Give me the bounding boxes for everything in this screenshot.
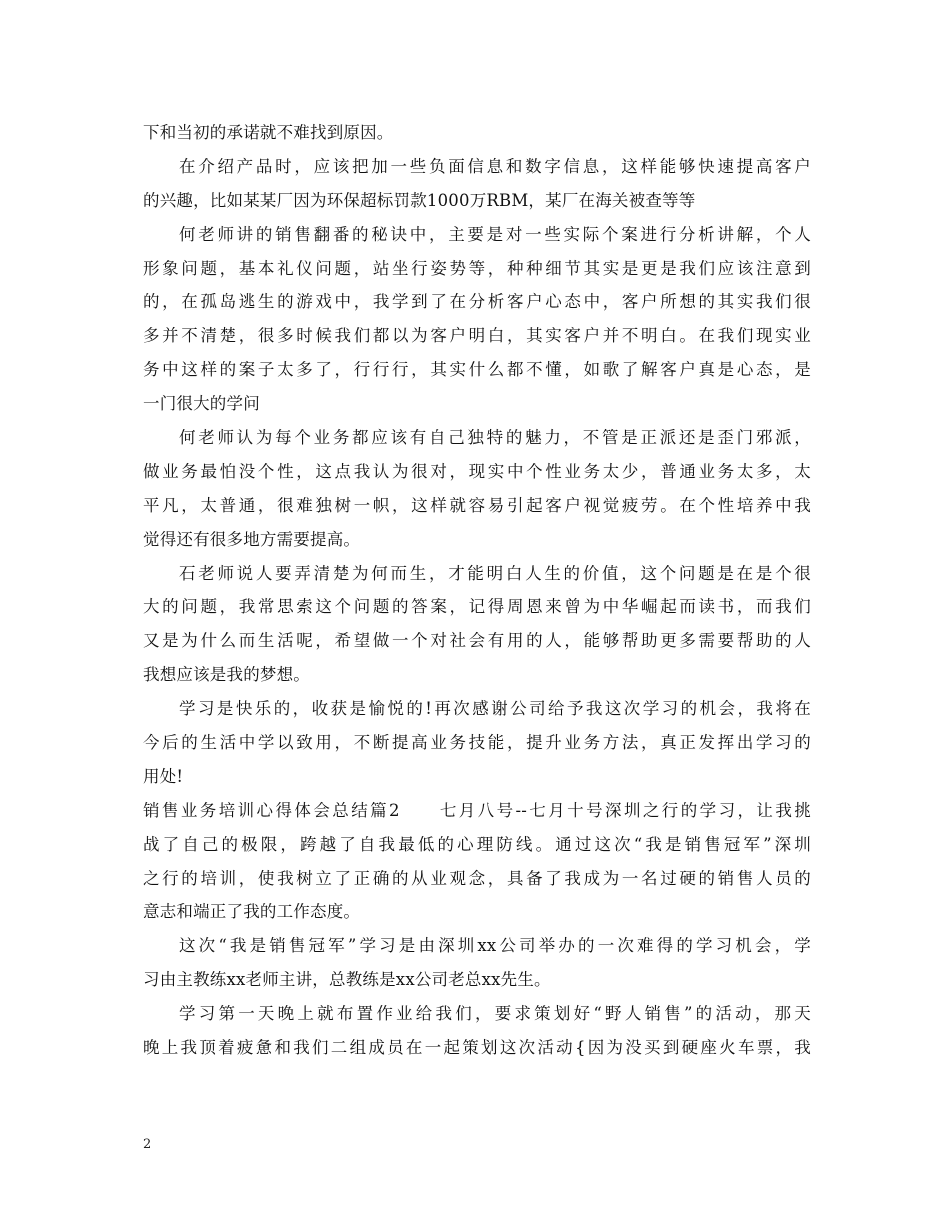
text-line: 的兴趣，比如某某厂因为环保超标罚款1000万RBM，某厂在海关被查等等 (143, 190, 696, 210)
text-line: 石老师说人要弄清楚为何而生，才能明白人生的价值，这个问题是在是个很 (179, 563, 811, 583)
text-line: 形象问题，基本礼仪问题，站坐行姿势等，种种细节其实是更是我们应该注意到 (143, 258, 811, 278)
text-line: 在介绍产品时，应该把加一些负面信息和数字信息，这样能够快速提高客户 (179, 156, 811, 176)
text-line: 一门很大的学问 (143, 394, 260, 414)
text-line: 下和当初的承诺就不难找到原因。 (143, 123, 394, 142)
text-line: 习由主教练xx老师主讲，总教练是xx公司老总xx先生。 (143, 970, 551, 990)
text-line: 多并不清楚，很多时候我们都以为客户明白，其实客户并不明白。在我们现实业 (143, 326, 811, 346)
text-line: 何老师认为每个业务都应该有自己独特的魅力，不管是正派还是歪门邪派， (179, 428, 811, 448)
text-line: 学习第一天晚上就布置作业给我们，要求策划好“野人销售”的活动，那天 (179, 1004, 811, 1024)
text-line: 又是为什么而生活呢，希望做一个对社会有用的人，能够帮助更多需要帮助的人 (143, 631, 811, 651)
text-line: 学习是快乐的，收获是愉悦的!再次感谢公司给予我这次学习的机会，我将在 (179, 699, 811, 719)
page-number: 2 (143, 1137, 152, 1152)
text-line: 务中这样的案子太多了，行行行，其实什么都不懂，如歌了解客户真是心态，是 (143, 360, 811, 380)
text-line: 我想应该是我的梦想。 (143, 665, 310, 685)
text-line: 何老师讲的销售翻番的秘诀中，主要是对一些实际个案进行分析讲解，个人 (179, 224, 811, 244)
text-line: 今后的生活中学以致用，不断提高业务技能，提升业务方法，真正发挥出学习的 (143, 733, 811, 753)
text-line: 之行的培训，使我树立了正确的从业观念，具备了我成为一名过硬的销售人员的 (143, 868, 811, 888)
text-line: 战了自己的极限，跨越了自我最低的心理防线。通过这次“我是销售冠军”深圳 (143, 834, 811, 854)
text-line: 大的问题，我常思索这个问题的答案，记得周恩来曾为中华崛起而读书，而我们 (143, 597, 811, 617)
text-line: 晚上我顶着疲惫和我们二组成员在一起策划这次活动{因为没买到硬座火车票，我 (143, 1038, 811, 1058)
text-line: 意志和端正了我的工作态度。 (143, 902, 361, 922)
text-line: 的，在孤岛逃生的游戏中，我学到了在分析客户心态中，客户所想的其实我们很 (143, 292, 811, 312)
text-line: 这次“我是销售冠军”学习是由深圳xx公司举办的一次难得的学习机会，学 (179, 936, 811, 956)
text-line: 平凡，太普通，很难独树一帜，这样就容易引起客户视觉疲劳。在个性培养中我 (143, 495, 811, 515)
text-line: 用处! (143, 766, 184, 786)
text-line: 做业务最怕没个性，这点我认为很对，现实中个性业务太少，普通业务太多，太 (143, 461, 811, 481)
document-body (143, 116, 811, 1065)
text-line: 觉得还有很多地方需要提高。 (143, 529, 361, 549)
text-line: 销售业务培训心得体会总结篇2 七月八号--七月十号深圳之行的学习，让我挑 (143, 800, 811, 820)
